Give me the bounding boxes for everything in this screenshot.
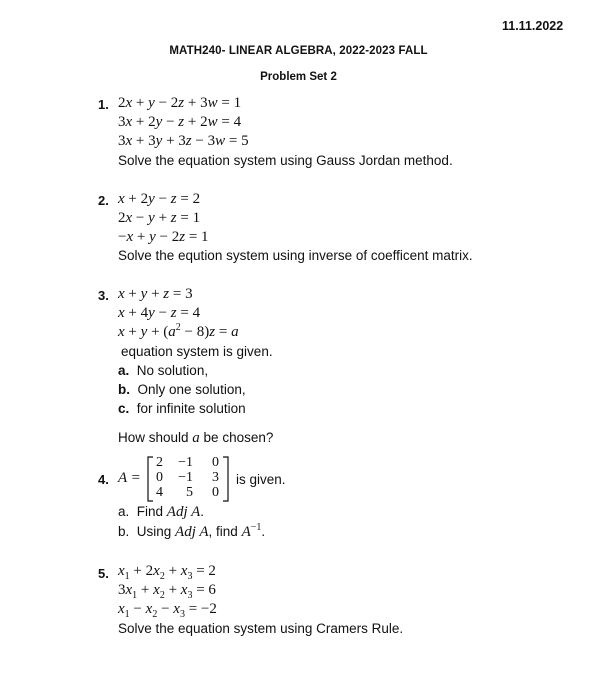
problem-4-part-a: a. Find Adj A. <box>118 504 205 520</box>
problem-4-number: 4. <box>98 472 109 487</box>
problem-4-part-b: b. Using Adj A, find $A^{-1}$. <box>118 522 266 540</box>
matrix-cell-3-1: 4 <box>156 485 163 500</box>
option-b-text: Only one solution, <box>137 382 246 397</box>
problem-3-equation-1: x + y + z = 3 <box>118 286 193 302</box>
matrix-cell-1-1: 2 <box>156 455 163 470</box>
matrix-cell-1-3: 0 <box>212 455 219 470</box>
problem-5-equation-1: $x_1 + 2x_2 + x_3 = 2$ <box>118 563 216 582</box>
problem-1-equation-3: 3x + 3y + 3z − 3w = 5 <box>118 133 249 149</box>
problem-3-given: equation system is given. <box>121 344 273 359</box>
problem-5-equation-2: $3x_1 + x_2 + x_3 = 6$ <box>118 582 216 601</box>
problem-3-equation-3: $x + y + (a^2 - 8)z = a$ <box>118 322 239 340</box>
matrix-a <box>145 455 231 503</box>
problem-5-instruction: Solve the equation system using Cramers Rule. <box>118 621 404 636</box>
problem-2-number: 2. <box>98 193 109 208</box>
problem-2-equation-2: 2x − y + z = 1 <box>118 210 201 226</box>
option-a-label: a. <box>118 363 130 378</box>
problem-2-equation-1: x + 2y − z = 2 <box>118 191 201 207</box>
matrix-cell-2-2: −1 <box>178 470 193 485</box>
option-c-label: c. <box>118 401 130 416</box>
course-title: MATH240- LINEAR ALGEBRA, 2022-2023 FALL <box>169 45 428 57</box>
document-date: 11.11.2022 <box>502 19 564 33</box>
problem-2-equation-3: −x + y − 2z = 1 <box>118 229 209 245</box>
problem-5-number: 5. <box>98 566 109 581</box>
problem-1-equation-2: 3x + 2y − z + 2w = 4 <box>118 114 242 130</box>
problem-3-option-c <box>118 401 246 416</box>
problem-2-instruction: Solve the eqution system using inverse of coefficent matrix. <box>118 248 473 263</box>
problem-3-option-a <box>118 363 208 378</box>
matrix-cell-3-2: 5 <box>186 485 193 500</box>
problem-3-number: 3. <box>98 288 109 303</box>
option-c-text: for infinite solution <box>136 401 246 416</box>
problem-1-equation-1: 2x + y − 2z + 3w = 1 <box>118 95 242 111</box>
problem-1-number: 1. <box>98 97 109 112</box>
problem-set-title: Problem Set 2 <box>260 71 337 83</box>
problem-1-instruction: Solve the equation system using Gauss Jordan method. <box>118 153 453 168</box>
option-b-label: b. <box>118 382 130 397</box>
matrix-cell-2-1: 0 <box>156 470 163 485</box>
problem-4-given: is given. <box>236 472 286 487</box>
matrix-cell-3-3: 0 <box>212 485 219 500</box>
problem-3-option-b <box>118 382 246 397</box>
option-a-text: No solution, <box>136 363 209 378</box>
problem-3-question: How should a be chosen? <box>118 430 274 446</box>
problem-4-lhs: A = <box>118 470 141 486</box>
matrix-cell-1-2: −1 <box>178 455 193 470</box>
problem-3-equation-2: x + 4y − z = 4 <box>118 305 201 321</box>
matrix-cell-2-3: 3 <box>212 470 219 485</box>
problem-5-equation-3: $x_1 - x_2 - x_3 = -2$ <box>118 601 217 620</box>
